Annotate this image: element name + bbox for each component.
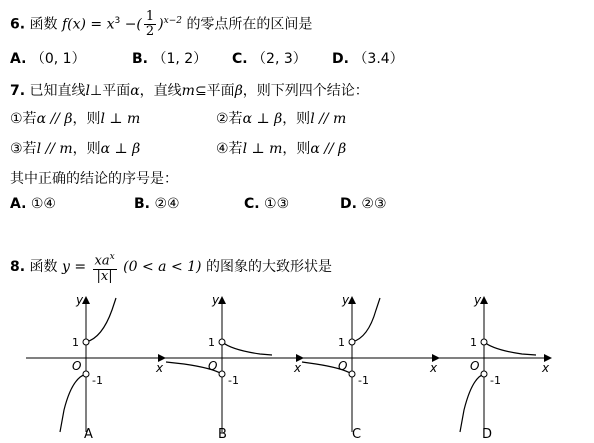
q6-stem (10, 6, 313, 40)
graph-c-open-point-upper (349, 339, 355, 345)
q7-s2-mid: ，则 (282, 111, 311, 127)
graph-b-origin-label: O (208, 359, 218, 373)
q6-frac-num: 1 (145, 9, 155, 25)
graph-d (430, 292, 580, 440)
graph-a-x-label: x (156, 361, 164, 375)
q7-comma: ，直线 (139, 83, 182, 99)
q6-option-c[interactable] (232, 48, 307, 68)
graph-d-y-label: y (474, 293, 482, 307)
q6-lead: 函数 (29, 16, 58, 33)
q7-statement-2 (216, 108, 346, 128)
q6-option-c-text: （2, 3） (252, 51, 307, 67)
q6-option-c-label: C. (232, 51, 248, 67)
q7-stem (10, 80, 369, 100)
q7-option-d-text: ②③ (361, 196, 387, 212)
graph-c-x-label: x (430, 361, 438, 375)
graph-c-origin-label: O (338, 359, 348, 373)
q7-option-b[interactable] (134, 196, 180, 212)
q7-alpha: α (130, 83, 140, 99)
q7-s4-mark: ④若 (216, 141, 243, 157)
graph-d-open-point-lower (481, 371, 487, 377)
q7-s4-res: α // β (310, 141, 347, 157)
graph-a-curve-right (86, 298, 116, 342)
graph-b-open-point-lower (219, 371, 225, 377)
q7-option-d-label: D. (340, 196, 357, 212)
graph-c-y-label: y (342, 293, 350, 307)
graph-a-one-label: 1 (72, 336, 79, 349)
q7-s1-mark: ①若 (10, 111, 37, 127)
q8-number: 8. (10, 259, 26, 275)
q7-statement-3 (10, 138, 140, 158)
q6-option-d-label: D. (332, 51, 349, 67)
graph-b-y-label: y (212, 293, 220, 307)
graph-d-open-point-upper (481, 339, 487, 345)
graph-a-origin-label: O (72, 359, 82, 373)
q6-option-d[interactable] (332, 48, 404, 68)
q7-question: 其中正确的结论的序号是： (10, 171, 178, 187)
graph-d-x-label: x (542, 361, 550, 375)
q6-option-b-label: B. (132, 51, 148, 67)
q7-s2-mark: ②若 (216, 111, 243, 127)
q7-s3-mark: ③若 (10, 141, 37, 157)
graph-c-open-point-lower (349, 371, 355, 377)
q7-subset-plane: ⊆平面 (194, 83, 235, 99)
q6-option-a-text: （0, 1） (30, 51, 86, 67)
q7-tail: ，则下列四个结论： (242, 83, 369, 99)
q7-option-c-text: ①③ (264, 196, 290, 212)
q7-s3-cond: l // m (36, 141, 73, 157)
q6-option-d-text: （3.4） (353, 51, 404, 67)
q7-option-a-text: ①④ (30, 196, 56, 212)
graph-d-curve-right (484, 342, 536, 355)
graph-a-neg-one-label: -1 (92, 374, 103, 387)
graph-b-name: B (218, 427, 227, 440)
graph-d-origin-label: O (470, 359, 480, 373)
graph-b-neg-one-label: -1 (228, 374, 239, 387)
q6-formula-lhs: f(x) = x (61, 16, 115, 33)
q7-s3-mid: ，则 (72, 141, 101, 157)
graph-d-one-label: 1 (470, 336, 477, 349)
q7-option-c[interactable] (244, 196, 289, 212)
q7-option-d[interactable] (340, 196, 387, 212)
q6-option-a[interactable] (10, 48, 86, 68)
graph-a-y-label: y (76, 293, 84, 307)
graph-a-curve-left (60, 374, 86, 432)
q7-number: 7. (10, 83, 26, 99)
q7-s1-cond: α // β (36, 111, 73, 127)
q7-option-b-text: ②④ (154, 196, 180, 212)
graph-c-neg-one-label: -1 (358, 374, 369, 387)
graph-c-curve-right (352, 298, 380, 342)
q7-option-c-label: C. (244, 196, 260, 212)
q6-minus: −( (124, 16, 142, 33)
q6-option-b-text: （1, 2） (152, 51, 208, 67)
graph-b (160, 292, 310, 440)
graph-d-curve-left (460, 374, 484, 432)
graph-a-open-point-lower (83, 371, 89, 377)
graph-d-name: D (482, 427, 493, 440)
q7-statement-4 (216, 138, 346, 158)
q6-tail: 的零点所在的区间是 (186, 16, 313, 33)
q7-m: m (181, 83, 195, 99)
q7-s1-res: l ⊥ m (100, 111, 141, 127)
q7-beta: β (234, 83, 243, 99)
q6-option-a-label: A. (10, 51, 27, 67)
q6-exp2: x−2 (163, 16, 182, 26)
q8-fraction (93, 250, 117, 283)
graph-a-open-point-upper (83, 339, 89, 345)
graph-c (296, 292, 446, 440)
q8-frac-den: |x| (96, 268, 113, 284)
q7-option-a-label: A. (10, 196, 27, 212)
graph-c-one-label: 1 (338, 336, 345, 349)
q7-s4-mid: ，则 (282, 141, 311, 157)
q7-s2-cond: α ⊥ β (242, 111, 283, 127)
q7-l: l (85, 83, 90, 99)
q8-y-eq: y = (61, 259, 87, 275)
graph-a-name: A (84, 427, 93, 440)
q6-frac-den: 2 (145, 24, 155, 40)
q6-number: 6. (10, 16, 26, 33)
graph-d-neg-one-label: -1 (490, 374, 501, 387)
q6-exp3: 3 (114, 16, 121, 26)
q7-option-b-label: B. (134, 196, 150, 212)
q7-perp-plane: ⊥平面 (90, 83, 131, 99)
q8-tail: 的图象的大致形状是 (205, 259, 332, 275)
q7-s3-res: α ⊥ β (100, 141, 141, 157)
q8-frac-num-exp: x (109, 252, 115, 263)
graph-b-one-label: 1 (208, 336, 215, 349)
q6-close: ) (158, 16, 164, 33)
graph-c-name: C (352, 427, 362, 440)
q8-frac-num-wrap (93, 250, 117, 269)
q7-s2-res: l // m (310, 111, 347, 127)
graph-b-open-point-upper (219, 339, 225, 345)
q7-options (10, 196, 590, 214)
graph-b-curve-right (222, 342, 272, 355)
q7-stem-a: 已知直线 (29, 83, 86, 99)
q7-statement-1 (10, 108, 140, 128)
q7-option-a[interactable] (10, 196, 56, 212)
q7-s4-cond: l ⊥ m (242, 141, 283, 157)
q8-condition: (0 < a < 1) (123, 259, 202, 275)
q6-option-b[interactable] (132, 48, 207, 68)
q7-s1-mid: ，则 (72, 111, 101, 127)
q8-lead: 函数 (29, 259, 58, 275)
graph-b-x-label: x (294, 361, 302, 375)
q8-frac-num: xa (94, 253, 110, 269)
q6-options (10, 48, 590, 66)
graph-a (22, 292, 172, 440)
q8-stem (10, 250, 332, 284)
q6-fraction (144, 10, 156, 39)
